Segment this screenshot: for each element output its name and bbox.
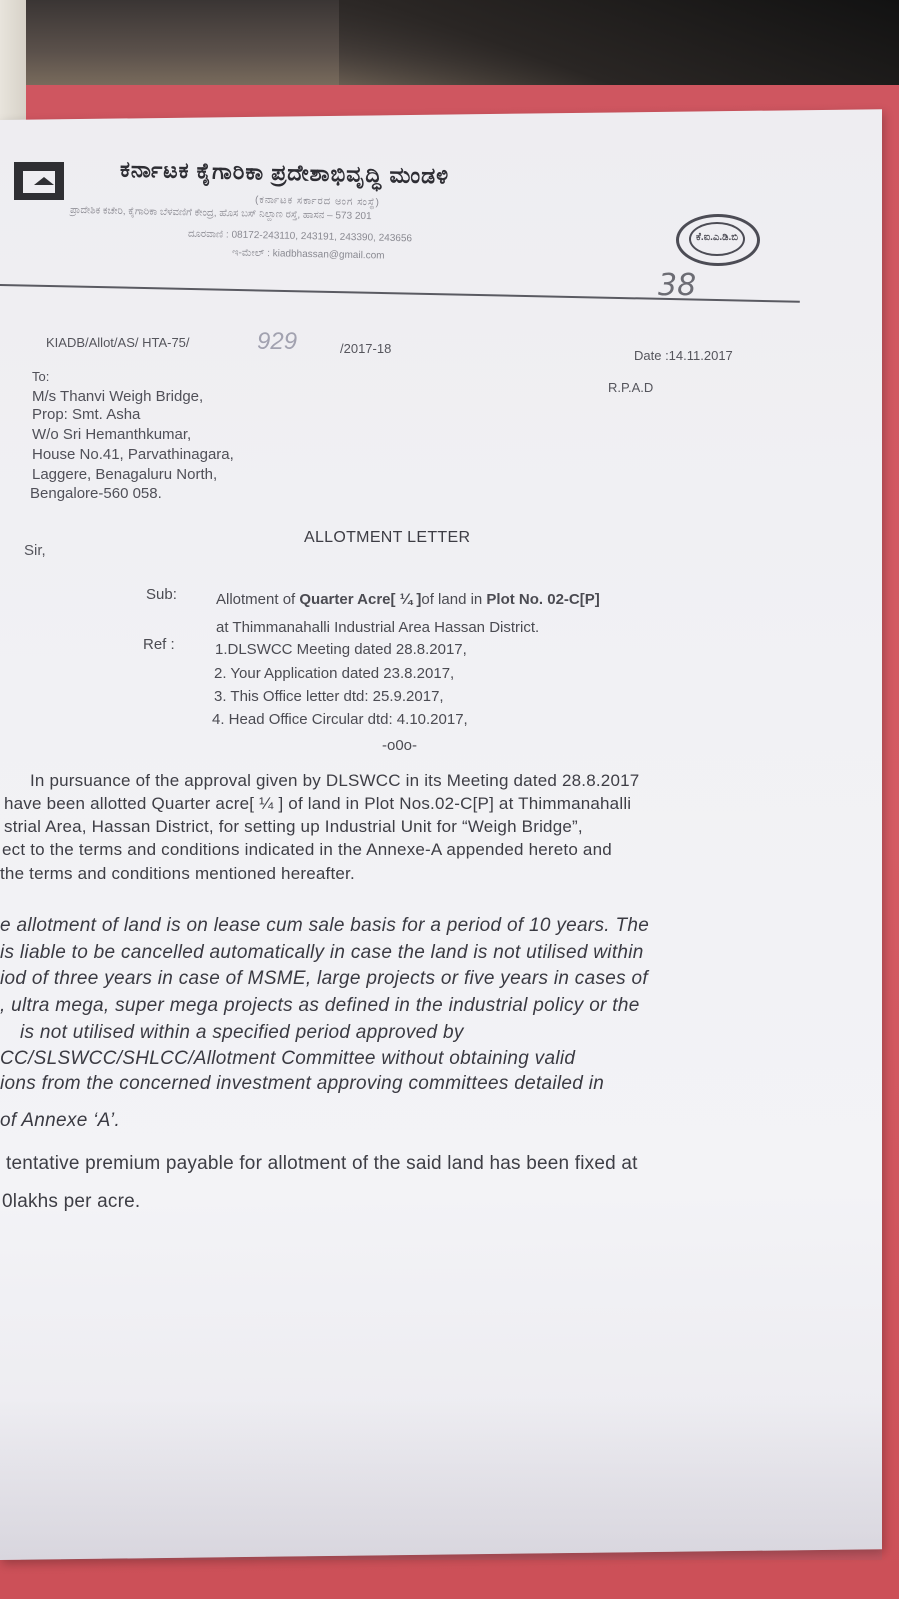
address-line: Laggere, Benagaluru North,: [32, 466, 218, 483]
address-line: House No.41, Parvathinagara,: [32, 446, 234, 463]
ref-separator: -o0o-: [382, 737, 418, 754]
ref-item: 1.DLSWCC Meeting dated 28.8.2017,: [215, 641, 467, 658]
reference-year: /2017-18: [340, 341, 392, 356]
body-line: the terms and conditions mentioned hereafter.: [0, 864, 355, 883]
sheet-shadow: [0, 1400, 882, 1560]
premium-line: tentative premium payable for allotment of the said land has been fixed at: [6, 1153, 638, 1174]
salutation: Sir,: [24, 542, 46, 559]
body-line: In pursuance of the approval given by DLSWCC in its Meeting dated 28.8.2017: [30, 771, 640, 790]
letterhead-phone: ದೂರವಾಣಿ : 08172-243110, 243191, 243390, 243656: [187, 228, 413, 245]
subject-label: Sub:: [146, 586, 177, 603]
letterhead-email: ಇ-ಮೇಲ್ : kiadbhassan@gmail.com: [231, 247, 385, 262]
letter-date: Date :14.11.2017: [634, 348, 733, 363]
condition-line: e allotment of land is on lease cum sale basis for a period of 10 years. The: [0, 915, 650, 936]
handwritten-page-number: 38: [658, 268, 697, 303]
ref-item: 3. This Office letter dtd: 25.9.2017,: [214, 688, 444, 705]
condition-line: of Annexe ‘A’.: [0, 1110, 121, 1131]
condition-line: ions from the concerned investment approving committees detailed in: [0, 1073, 605, 1094]
condition-line: CC/SLSWCC/SHLCC/Allotment Committee without obtaining valid: [0, 1048, 576, 1069]
letterhead-subtitle: (ಕರ್ನಾಟಕ ಸರ್ಕಾರದ ಅಂಗ ಸಂಸ್ಥೆ): [254, 194, 381, 209]
letterhead-title: ಕರ್ನಾಟಕ ಕೈಗಾರಿಕಾ ಪ್ರದೇಶಾಭಿವೃದ್ಧಿ ಮಂಡಳಿ: [119, 156, 450, 189]
address-line: To:: [32, 369, 50, 384]
ref-item: 4. Head Office Circular dtd: 4.10.2017,: [212, 711, 468, 728]
address-line: W/o Sri Hemanthkumar,: [32, 426, 192, 443]
body-line: ect to the terms and conditions indicated in the Annexe-A appended hereto and: [2, 840, 612, 859]
handwritten-reference: 929: [257, 328, 298, 355]
letterhead-address: ಪ್ರಾದೇಶಿಕ ಕಚೇರಿ, ಕೈಗಾರಿಕಾ ಬೆಳವಣಿಗೆ ಕೇಂದ್ರ, ಹೊಸ ಬಸ್ ನಿಲ್ದಾಣ ರಸ್ತೆ, ಹಾಸನ – 573 201: [69, 204, 372, 223]
premium-line: 0lakhs per acre.: [2, 1191, 141, 1212]
body-line: have been allotted Quarter acre[ ¼ ] of land in Plot Nos.02-C[P] at Thimmanahalli: [4, 794, 632, 813]
postal-mode: R.P.A.D: [608, 380, 654, 395]
condition-line: is not utilised within a specified period approved by: [20, 1022, 464, 1043]
kiadb-seal-icon: ಕೆ.ಐ.ಎ.ಡಿ.ಬಿ: [676, 214, 760, 266]
ref-label: Ref :: [143, 636, 175, 653]
subject-line-2: at Thimmanahalli Industrial Area Hassan District.: [216, 619, 540, 636]
condition-line: , ultra mega, super mega projects as defined in the industrial policy or the: [0, 995, 640, 1016]
address-line: Prop: Smt. Asha: [32, 406, 141, 423]
subject-line-1: Allotment of Quarter Acre[ ¼ ]of land in Plot No. 02-C[P]: [216, 591, 600, 608]
body-line: strial Area, Hassan District, for setting up Industrial Unit for “Weigh Bridge”,: [4, 817, 583, 836]
ref-item: 2. Your Application dated 23.8.2017,: [214, 665, 455, 682]
address-line: Bengalore-560 058.: [30, 485, 162, 502]
condition-line: iod of three years in case of MSME, large projects or five years in cases of: [0, 968, 648, 989]
letter-heading: ALLOTMENT LETTER: [304, 529, 471, 546]
address-line: M/s Thanvi Weigh Bridge,: [32, 388, 204, 405]
kiadb-logo-icon: [14, 162, 64, 200]
condition-line: is liable to be cancelled automatically in case the land is not utilised within: [0, 942, 644, 963]
reference-number: KIADB/Allot/AS/ HTA-75/: [46, 335, 190, 350]
